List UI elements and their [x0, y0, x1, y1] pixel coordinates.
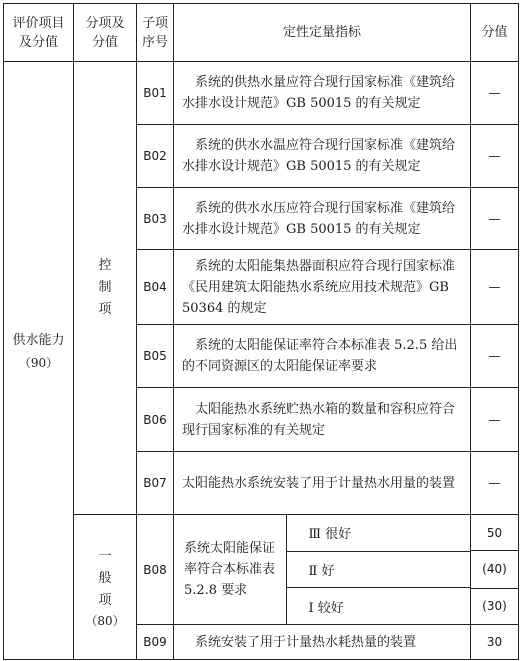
control-label: 控制项	[98, 258, 112, 317]
header-score: 分值	[471, 4, 519, 62]
header-code-text: 子项序号	[141, 15, 168, 50]
item-cell-lower	[4, 515, 74, 660]
row-text: 系统的供水水温应符合现行国家标准《建筑给水排水设计规范》GB 50015 的有关规定	[174, 125, 471, 188]
general-label: 一般项	[98, 548, 112, 608]
control-cell	[74, 62, 137, 515]
item-label-block	[4, 330, 73, 374]
row-code: B04	[137, 250, 174, 325]
grade-label: Ⅱ 好	[286, 551, 470, 588]
general-cell	[74, 515, 137, 660]
header-indicator: 定性定量指标	[174, 4, 471, 62]
row-text: 系统的太阳能集热器面积应符合现行国家标准《民用建筑太阳能热水系统应用技术规范》GB 50364 的规定	[174, 250, 471, 325]
row-score: 30	[471, 625, 519, 660]
evaluation-table	[3, 3, 519, 660]
b08-indicator	[174, 515, 471, 625]
row-code: B08	[137, 515, 174, 625]
b08-scores	[471, 515, 519, 625]
row-score: —	[471, 125, 519, 188]
grade-label: Ⅲ 很好	[286, 515, 470, 551]
grade-score: 50	[486, 525, 503, 540]
row-text: 系统的供热水量应符合现行国家标准《建筑给水排水设计规范》GB 50015 的有关规定	[174, 62, 471, 125]
grade-score: (30)	[471, 588, 518, 624]
row-text: 系统安装了用于计量热水耗热量的装置	[174, 625, 471, 660]
row-score: —	[471, 250, 519, 325]
item-score: （90）	[18, 356, 59, 370]
header-item-text: 评价项目及分值	[12, 15, 65, 50]
table-row	[4, 62, 519, 125]
header-code	[137, 4, 174, 62]
row-code: B01	[137, 62, 174, 125]
header-sub	[74, 4, 137, 62]
table-row-b08	[4, 515, 519, 625]
general-score: （80）	[85, 613, 125, 628]
row-code: B03	[137, 188, 174, 250]
row-code: B05	[137, 325, 174, 388]
item-name: 供水能力	[12, 333, 65, 348]
row-code: B02	[137, 125, 174, 188]
row-code: B07	[137, 452, 174, 515]
header-row	[4, 4, 519, 62]
header-item	[4, 4, 74, 62]
grade-score: (40)	[471, 551, 518, 588]
header-sub-text: 分项及分值	[85, 15, 125, 50]
row-score: —	[471, 188, 519, 250]
b08-text: 系统太阳能保证率符合本标准表 5.2.8 要求	[184, 541, 276, 598]
row-score: —	[471, 62, 519, 125]
row-score: —	[471, 452, 519, 515]
grade-label: Ⅰ 较好	[286, 588, 470, 624]
row-text: 太阳能热水系统安装了用于计量热水用量的装置	[174, 452, 471, 515]
item-cell	[4, 62, 74, 515]
row-text: 系统的供水水压应符合现行国家标准《建筑给水排水设计规范》GB 50015 的有关规定	[174, 188, 471, 250]
row-score: —	[471, 388, 519, 452]
row-text: 太阳能热水系统贮热水箱的数量和容积应符合现行国家标准的有关规定	[174, 388, 471, 452]
row-text: 系统的太阳能保证率符合本标准表 5.2.5 给出的不同资源区的太阳能保证率要求	[174, 325, 471, 388]
row-code: B09	[137, 625, 174, 660]
row-code: B06	[137, 388, 174, 452]
row-score: —	[471, 325, 519, 388]
